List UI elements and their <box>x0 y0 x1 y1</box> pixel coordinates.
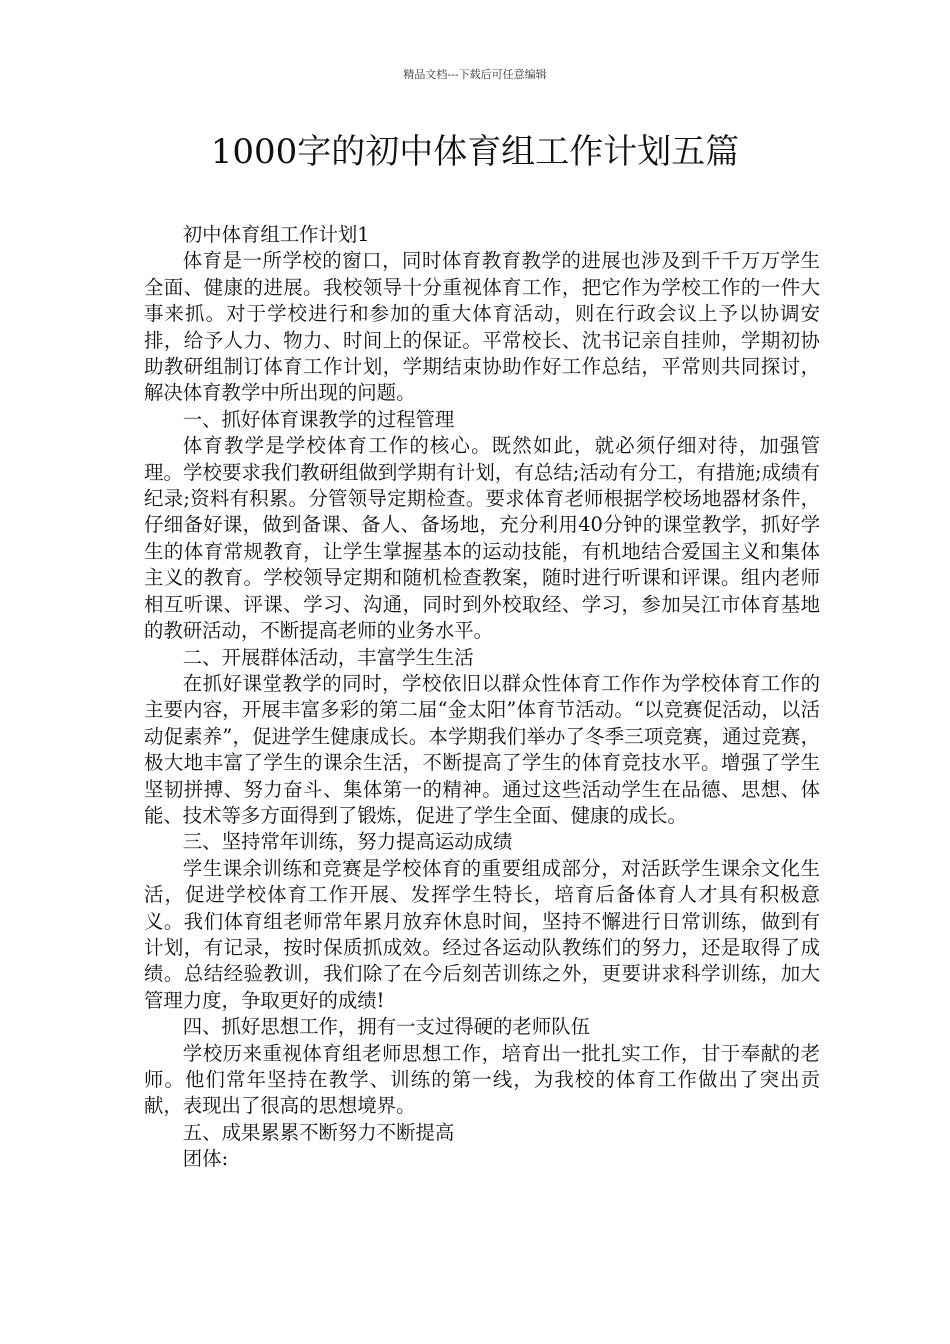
body-paragraph: 体育是一所学校的窗口，同时体育教育教学的进展也涉及到千千万万学生全面、健康的进展。我校领导十分重视体育工作，把它作为学校工作的一件大事来抓。对于学校进行和参加的重大体育活动，则在行政会议上予以协调安排，给予人力、物力、时间上的保证。平常校长、沈书记亲自挂帅，学期初协助教研组制订体育工作计划，学期结束协助作好工作总结，平常则共同探讨，解决体育教学中所出现的问题。 <box>144 249 820 405</box>
section-heading: 四、抓好思想工作，拥有一支过得硬的老师队伍 <box>182 1015 590 1039</box>
body-paragraph: 学生课余训练和竞赛是学校体育的重要组成部分，对活跃学生课余文化生活，促进学校体育工作开展、发挥学生特长，培育后备体育人才具有积极意义。我们体育组老师常年累月放弃休息时间，坚持不懈进行日常训练，做到有计划，有记录，按时保质抓成效。经过各运动队教练们的努力，还是取得了成绩。总结经验教训，我们除了在今后刻苦训练之外，更要讲求科学训练，加大管理力度，争取更好的成绩! <box>144 856 820 1012</box>
body-paragraph: 学校历来重视体育组老师思想工作，培育出一批扎实工作，甘于奉献的老师。他们常年坚持在教学、训练的第一线，为我校的体育工作做出了突出贡献，表现出了很高的思想境界。 <box>144 1041 820 1118</box>
body-paragraph: 在抓好课堂教学的同时，学校依旧以群众性体育工作作为学校体育工作的主要内容，开展丰富多彩的第二届“金太阳”体育节活动。“以竞赛促活动，以活动促素养”，促进学生健康成长。本学期我们举办了冬季三项竞赛，通过竞赛，极大地丰富了学生的课余生活，不断提高了学生的体育竞技水平。增强了学生坚韧拼搏、努力奋斗、集体第一的精神。通过这些活动学生在品德、思想、体能、技术等多方面得到了锻炼，促进了学生全面、健康的成长。 <box>144 671 820 827</box>
document-body <box>144 222 820 1173</box>
section-heading: 初中体育组工作计划1 <box>182 223 370 246</box>
section-heading: 一、抓好体育课教学的过程管理 <box>182 407 455 431</box>
body-paragraph: 体育教学是学校体育工作的核心。既然如此，就必须仔细对待，加强管理。学校要求我们教研组做到学期有计划，有总结;活动有分工，有措施;成绩有纪录;资料有积累。分管领导定期检查。要求体育老师根据学校场地器材条件，仔细备好课，做到备课、备人、备场地，充分利用40分钟的课堂教学，抓好学生的体育常规教育，让学生掌握基本的运动技能，有机地结合爱国主义和集体主义的教育。学校领导定期和随机检查教案，随时进行听课和评课。组内老师相互听课、评课、学习、沟通，同时到外校取经、学习，参加吴江市体育基地的教研活动，不断提高老师的业务水平。 <box>144 434 820 643</box>
section-heading: 五、成果累累不断努力不断提高 <box>182 1120 455 1144</box>
header-note: 精品文档---下载后可任意编辑 <box>403 68 547 81</box>
section-heading: 三、坚持常年训练，努力提高运动成绩 <box>182 830 513 854</box>
section-heading: 二、开展群体活动，丰富学生生活 <box>182 645 474 669</box>
document-title: 1000字的初中体育组工作计划五篇 <box>210 132 740 172</box>
body-paragraph: 团体: <box>182 1147 229 1171</box>
